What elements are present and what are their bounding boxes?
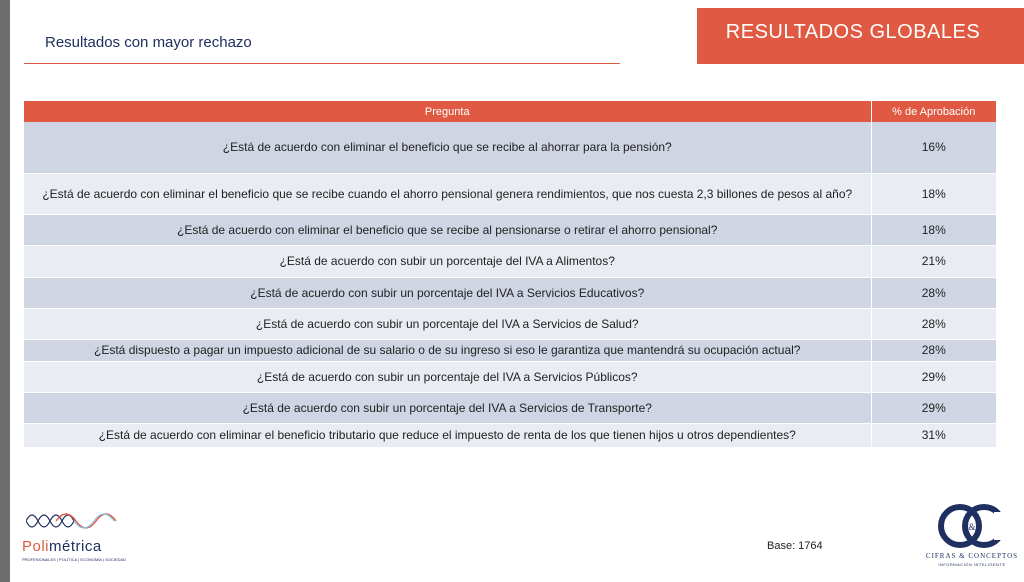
polimetrica-wordmark xyxy=(22,538,102,555)
question-cell: ¿Está de acuerdo con eliminar el beneficio que se recibe al ahorrar para la pensión? xyxy=(24,122,871,173)
polimetrica-tagline: PROFESIONALES | POLÍTICA | ECONOMÍA | SOCIEDAD xyxy=(22,557,127,562)
title-banner xyxy=(697,8,1024,64)
wordmark-part-1: Poli xyxy=(22,538,50,555)
slide xyxy=(10,0,1024,582)
cifras-conceptos-logo xyxy=(920,500,1024,576)
question-cell: ¿Está de acuerdo con eliminar el beneficio tributario que reduce el impuesto de renta de los que tienen hijos u otros dependientes? xyxy=(24,423,871,447)
table-header-row xyxy=(24,101,996,122)
table-row xyxy=(24,361,996,392)
table-row xyxy=(24,214,996,245)
table-row xyxy=(24,122,996,173)
cc-wordmark: CIFRAS & CONCEPTOS xyxy=(925,552,1019,560)
question-cell: ¿Está dispuesto a pagar un impuesto adicional de su salario o de su ingreso si eso le garantiza que mantendrá su ocupación actual? xyxy=(24,339,871,361)
table-row xyxy=(24,245,996,277)
results-table xyxy=(24,101,996,448)
approval-cell: 31% xyxy=(871,423,996,447)
svg-text:&: & xyxy=(968,522,976,532)
table-row xyxy=(24,392,996,423)
approval-cell: 29% xyxy=(871,392,996,423)
subtitle-underline xyxy=(24,63,620,64)
approval-cell: 28% xyxy=(871,339,996,361)
approval-cell: 21% xyxy=(871,245,996,277)
cc-tagline: INFORMACIÓN INTELIGENTE xyxy=(938,562,1006,567)
approval-cell: 28% xyxy=(871,277,996,308)
wordmark-part-2: métrica xyxy=(49,538,102,555)
approval-cell: 16% xyxy=(871,122,996,173)
waveform-icon xyxy=(26,505,118,537)
column-header-approval: % de Aprobación xyxy=(871,101,996,122)
approval-cell: 28% xyxy=(871,308,996,339)
table-row xyxy=(24,277,996,308)
table-row xyxy=(24,339,996,361)
polimetrica-logo xyxy=(16,502,126,564)
question-cell: ¿Está de acuerdo con subir un porcentaje del IVA a Alimentos? xyxy=(24,245,871,277)
approval-cell: 18% xyxy=(871,214,996,245)
approval-cell: 29% xyxy=(871,361,996,392)
table-row xyxy=(24,308,996,339)
section-subtitle: Resultados con mayor rechazo xyxy=(45,34,252,51)
approval-cell: 18% xyxy=(871,173,996,214)
cc-monogram-icon xyxy=(934,502,1010,550)
question-cell: ¿Está de acuerdo con subir un porcentaje del IVA a Servicios de Transporte? xyxy=(24,392,871,423)
question-cell: ¿Está de acuerdo con eliminar el beneficio que se recibe al pensionarse o retirar el ahorro pensional? xyxy=(24,214,871,245)
question-cell: ¿Está de acuerdo con eliminar el beneficio que se recibe cuando el ahorro pensional genera rendimientos, que nos cuesta 2,3 billones de pesos al año? xyxy=(24,173,871,214)
column-header-question: Pregunta xyxy=(24,101,871,122)
table-row xyxy=(24,173,996,214)
question-cell: ¿Está de acuerdo con subir un porcentaje del IVA a Servicios de Salud? xyxy=(24,308,871,339)
banner-title: RESULTADOS GLOBALES xyxy=(725,21,981,43)
question-cell: ¿Está de acuerdo con subir un porcentaje del IVA a Servicios Públicos? xyxy=(24,361,871,392)
question-cell: ¿Está de acuerdo con subir un porcentaje del IVA a Servicios Educativos? xyxy=(24,277,871,308)
table-row xyxy=(24,423,996,447)
sample-base: Base: 1764 xyxy=(767,540,823,552)
